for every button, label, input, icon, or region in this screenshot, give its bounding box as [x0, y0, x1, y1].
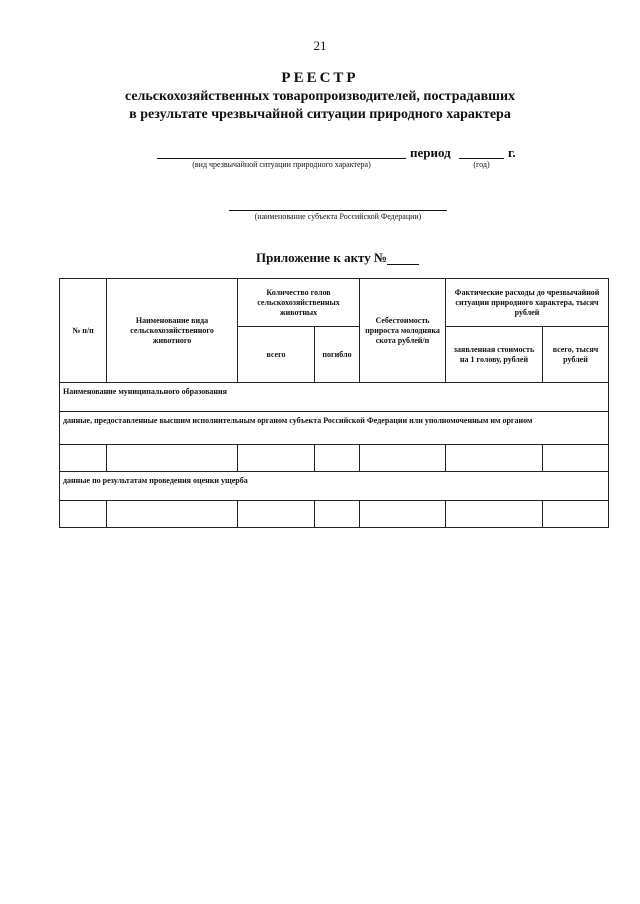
emergency-kind-blank-line	[157, 158, 406, 159]
table-row	[60, 472, 609, 501]
table-header-row	[60, 279, 609, 327]
table-cell	[238, 445, 315, 472]
document-subtitle-line-2: в результате чрезвычайной ситуации природного характера	[129, 107, 511, 122]
header-num: № п/п	[60, 279, 107, 383]
table-cell	[543, 445, 609, 472]
year-blank-line	[459, 158, 504, 159]
authority-data-row-label: данные, предоставленные высшим исполнительным органом субъекта Российской Федерации или уполномоченным им органом	[60, 412, 609, 445]
document-subtitle-line-1: сельскохозяйственных товаропроизводителей, пострадавших	[124, 89, 516, 104]
table-cell	[446, 501, 543, 528]
table-row	[60, 412, 609, 445]
header-heads-group: Количество голов сельскохозяйственных животных	[238, 279, 360, 327]
subject-blank-line	[229, 210, 447, 211]
table-cell	[107, 445, 238, 472]
table-cell	[315, 501, 360, 528]
table-cell	[360, 501, 446, 528]
assessment-data-row-label: данные по результатам проведения оценки ущерба	[60, 472, 609, 501]
header-heads-dead: погибло	[315, 327, 360, 383]
header-actual-group: Фактические расходы до чрезвычайной ситуации природного характера, тысяч рублей	[446, 279, 609, 327]
page-number: 21	[313, 38, 327, 53]
header-declared-value: заявленная стоимость на 1 голову, рублей	[446, 327, 543, 383]
year-caption: (год)	[473, 160, 490, 169]
table-cell	[543, 501, 609, 528]
table-row	[60, 501, 609, 528]
header-cost: Себестоимость прироста молодняка скота рублей/п	[360, 279, 446, 383]
table-cell	[446, 445, 543, 472]
table-cell	[60, 445, 107, 472]
subject-caption: (наименование субъекта Российской Федерации)	[254, 212, 422, 221]
period-label: период	[410, 145, 451, 160]
header-heads-total: всего	[238, 327, 315, 383]
table-row	[60, 383, 609, 412]
act-number-blank-line	[387, 264, 419, 265]
table-row	[60, 445, 609, 472]
table-cell	[315, 445, 360, 472]
emergency-kind-caption: (вид чрезвычайной ситуации природного характера)	[192, 160, 371, 169]
registry-table	[59, 278, 609, 528]
year-suffix: г.	[508, 145, 516, 160]
table-cell	[238, 501, 315, 528]
table-cell	[107, 501, 238, 528]
table-cell	[360, 445, 446, 472]
table-cell	[60, 501, 107, 528]
municipality-row-label: Наименование муниципального образования	[60, 383, 609, 412]
document-title: РЕЕСТР	[281, 70, 359, 86]
appendix-label: Приложение к акту №	[256, 250, 388, 265]
header-animal-type: Наименование вида сельскохозяйственного животного	[107, 279, 238, 383]
header-actual-total: всего, тысяч рублей	[543, 327, 609, 383]
